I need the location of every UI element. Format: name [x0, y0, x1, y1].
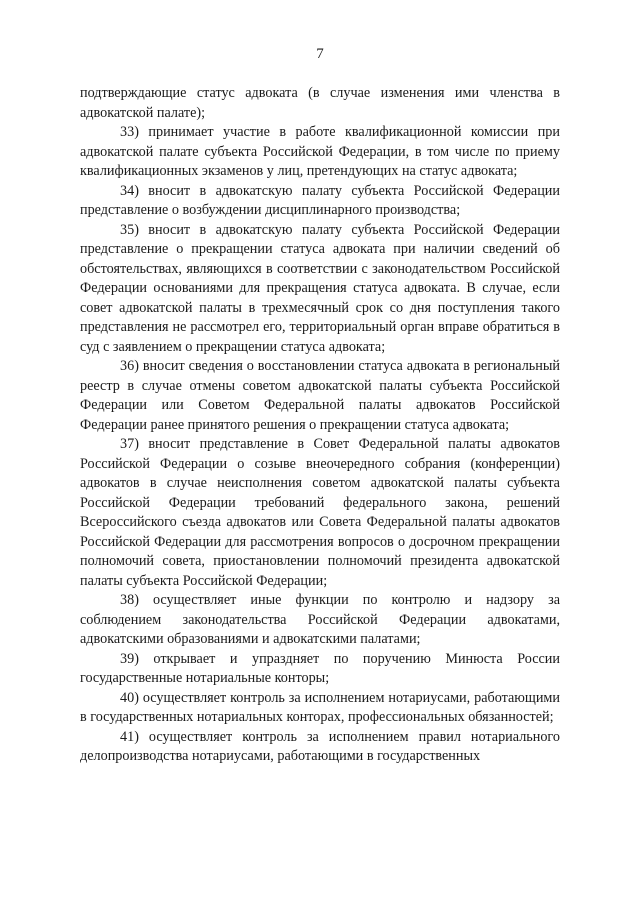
paragraph-item-39: 39) открывает и упраздняет по поручению Минюста России государственные нотариальные конторы;: [80, 650, 560, 686]
paragraph-item-41: 41) осуществляет контроль за исполнением правил нотариального делопроизводства нотариусами, работающими в государственных: [80, 728, 560, 764]
paragraph-item-34: 34) вносит в адвокатскую палату субъекта Российской Федерации представление о возбуждении дисциплинарного производства;: [80, 182, 560, 218]
paragraph-item-35: 35) вносит в адвокатскую палату субъекта Российской Федерации представление о прекращении статуса адвоката при наличии сведений об обстоятельствах, являющихся в соответствии с законодательством Российской Федерации основаниями для прекращения статуса адвоката. В случае, если совет адвокатской палаты в трехмесячный срок со дня поступления такого представления не рассмотрел его, территориальный орган вправе обратиться в суд с заявлением о прекращении статуса адвоката;: [80, 221, 560, 355]
paragraph-item-40: 40) осуществляет контроль за исполнением нотариусами, работающими в государственных нотариальных конторах, профессиональных обязанностей;: [80, 689, 560, 725]
paragraph-item-38: 38) осуществляет иные функции по контролю и надзору за соблюдением законодательства Российской Федерации адвокатами, адвокатскими образованиями и адвокатскими палатами;: [80, 592, 560, 647]
paragraph-item-37: 37) вносит представление в Совет Федеральной палаты адвокатов Российской Федерации о созыве внеочередного собрания (конференции) адвокатов в случае неисполнения советом адвокатской палаты субъекта Российской Федерации требований федерального закона, решений Всероссийского съезда адвокатов или Совета Федеральной палаты адвокатов Российской Федерации для рассмотрения вопросов о досрочном прекращении полномочий совета, приостановлении полномочий президента адвокатской палаты субъекта Российской Федерации;: [80, 436, 560, 589]
document-body: [80, 84, 560, 767]
paragraph-continuation: подтверждающие статус адвоката (в случае изменения ими членства в адвокатской палате);: [80, 85, 560, 121]
paragraph-item-36: 36) вносит сведения о восстановлении статуса адвоката в региональный реестр в случае отмены советом адвокатской палаты субъекта Российской Федерации или Советом Федеральной палаты адвокатов Российской Федерации ранее принятого решения о прекращении статуса адвоката;: [80, 358, 560, 433]
page-number: 7: [316, 46, 324, 62]
paragraph-item-33: 33) принимает участие в работе квалификационной комиссии при адвокатской палате субъекта Российской Федерации, в том числе по приему квалификационных экзаменов у лиц, претендующих на статус адвоката;: [80, 124, 560, 179]
